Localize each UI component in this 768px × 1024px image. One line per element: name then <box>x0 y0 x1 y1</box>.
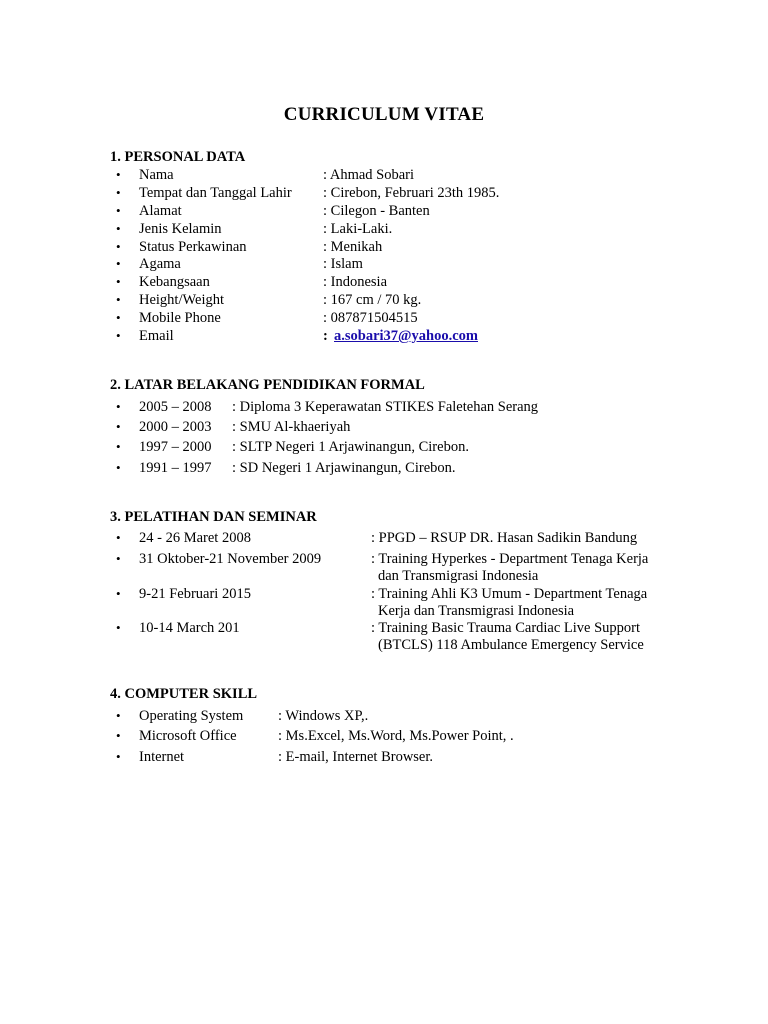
field-value: : 167 cm / 70 kg. <box>323 292 422 308</box>
email-colon: : <box>323 328 328 344</box>
field-value: : Islam <box>323 256 363 272</box>
list-item <box>0 619 768 637</box>
bullet-icon: • <box>116 530 121 545</box>
education-school: : SLTP Negeri 1 Arjawinangun, Cirebon. <box>232 439 469 455</box>
training-description-continued: dan Transmigrasi Indonesia <box>378 568 539 584</box>
field-label: Kebangsaan <box>139 274 210 290</box>
education-years: 1997 – 2000 <box>139 439 212 455</box>
section-heading-education: 2. LATAR BELAKANG PENDIDIKAN FORMAL <box>110 377 425 393</box>
skill-value: : E-mail, Internet Browser. <box>278 749 434 765</box>
bullet-icon: • <box>116 586 121 601</box>
field-label: Status Perkawinan <box>139 239 247 255</box>
section-heading-training: 3. PELATIHAN DAN SEMINAR <box>110 509 317 525</box>
field-label: Alamat <box>139 203 182 219</box>
list-item-continuation <box>0 602 768 620</box>
bullet-icon: • <box>116 185 121 200</box>
list-item <box>0 585 768 603</box>
field-value: : Cilegon - Banten <box>323 203 430 219</box>
bullet-icon: • <box>116 460 121 475</box>
education-years: 2000 – 2003 <box>139 419 212 435</box>
bullet-icon: • <box>116 620 121 635</box>
skill-label: Operating System <box>139 708 244 724</box>
training-description: : Training Ahli K3 Umum - Department Tenaga <box>371 586 648 602</box>
field-label: Tempat dan Tanggal Lahir <box>139 185 292 201</box>
bullet-icon: • <box>116 203 121 218</box>
list-item <box>0 309 768 327</box>
education-school: : SD Negeri 1 Arjawinangun, Cirebon. <box>232 460 456 476</box>
section-heading-computer-skill: 4. COMPUTER SKILL <box>110 686 258 702</box>
list-item <box>0 748 768 766</box>
field-value: : Menikah <box>323 239 383 255</box>
training-description: : PPGD – RSUP DR. Hasan Sadikin Bandung <box>371 530 638 546</box>
education-school: : SMU Al-khaeriyah <box>232 419 351 435</box>
list-item <box>0 438 768 456</box>
bullet-icon: • <box>116 274 121 289</box>
list-item-continuation <box>0 636 768 654</box>
education-school: : Diploma 3 Keperawatan STIKES Faletehan Serang <box>232 399 539 415</box>
bullet-icon: • <box>116 328 121 343</box>
bullet-icon: • <box>116 439 121 454</box>
list-item <box>0 184 768 202</box>
field-value: : Cirebon, Februari 23th 1985. <box>323 185 500 201</box>
field-label: Nama <box>139 167 174 183</box>
field-value: : Laki-Laki. <box>323 221 393 237</box>
field-label: Agama <box>139 256 181 272</box>
bullet-icon: • <box>116 256 121 271</box>
field-value: : 087871504515 <box>323 310 418 326</box>
bullet-icon: • <box>116 292 121 307</box>
training-description-continued: Kerja dan Transmigrasi Indonesia <box>378 603 575 619</box>
section-heading-personal-data: 1. PERSONAL DATA <box>110 149 246 165</box>
bullet-icon: • <box>116 749 121 764</box>
list-item <box>0 418 768 436</box>
training-date: 9-21 Februari 2015 <box>139 586 251 602</box>
email-link[interactable]: a.sobari37@yahoo.com <box>334 328 478 344</box>
list-item <box>0 291 768 309</box>
skill-value: : Ms.Excel, Ms.Word, Ms.Power Point, . <box>278 728 514 744</box>
list-item <box>0 273 768 291</box>
bullet-icon: • <box>116 167 121 182</box>
list-item <box>0 707 768 725</box>
bullet-icon: • <box>116 310 121 325</box>
bullet-icon: • <box>116 221 121 236</box>
training-description-continued: (BTCLS) 118 Ambulance Emergency Service <box>378 637 644 653</box>
education-years: 1991 – 1997 <box>139 460 212 476</box>
skill-label: Microsoft Office <box>139 728 237 744</box>
field-label: Height/Weight <box>139 292 225 308</box>
list-item <box>0 238 768 256</box>
field-label: Email <box>139 328 174 344</box>
list-item <box>0 398 768 416</box>
skill-label: Internet <box>139 749 185 765</box>
bullet-icon: • <box>116 708 121 723</box>
list-item <box>0 255 768 273</box>
bullet-icon: • <box>116 728 121 743</box>
training-date: 31 Oktober-21 November 2009 <box>139 551 322 567</box>
list-item <box>0 727 768 745</box>
list-item <box>0 202 768 220</box>
bullet-icon: • <box>116 419 121 434</box>
list-item-continuation <box>0 567 768 585</box>
training-date: 10-14 March 201 <box>139 620 240 636</box>
training-description: : Training Hyperkes - Department Tenaga Kerja <box>371 551 649 567</box>
training-date: 24 - 26 Maret 2008 <box>139 530 251 546</box>
field-value: : Indonesia <box>323 274 388 290</box>
field-label: Jenis Kelamin <box>139 221 222 237</box>
bullet-icon: • <box>116 239 121 254</box>
skill-value: : Windows XP,. <box>278 708 369 724</box>
list-item <box>0 550 768 568</box>
field-label: Mobile Phone <box>139 310 221 326</box>
list-item <box>0 166 768 184</box>
training-description: : Training Basic Trauma Cardiac Live Support <box>371 620 641 636</box>
list-item <box>0 220 768 238</box>
list-item <box>0 529 768 547</box>
bullet-icon: • <box>116 551 121 566</box>
document-title: CURRICULUM VITAE <box>283 104 485 125</box>
field-value: : Ahmad Sobari <box>323 167 415 183</box>
bullet-icon: • <box>116 399 121 414</box>
list-item <box>0 327 768 345</box>
list-item <box>0 459 768 477</box>
education-years: 2005 – 2008 <box>139 399 212 415</box>
